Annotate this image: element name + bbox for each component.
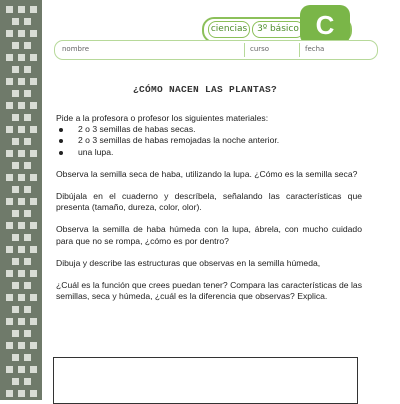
material-item: 2 o 3 semillas de habas secas. bbox=[56, 124, 362, 135]
instruction-paragraph: Dibuja y describe las estructuras que observas en la semilla húmeda, bbox=[56, 257, 321, 268]
strip-square bbox=[12, 90, 19, 97]
strip-square bbox=[12, 186, 19, 193]
strip-square bbox=[12, 210, 19, 217]
strip-square bbox=[12, 18, 19, 25]
strip-square bbox=[18, 246, 25, 253]
strip-square bbox=[18, 6, 25, 13]
strip-square bbox=[18, 54, 25, 61]
materials-list bbox=[56, 124, 362, 158]
strip-square bbox=[6, 366, 13, 373]
strip-square bbox=[30, 270, 37, 277]
subject-badge: C bbox=[300, 5, 350, 45]
strip-square bbox=[12, 234, 19, 241]
strip-square bbox=[6, 102, 13, 109]
strip-square bbox=[18, 318, 25, 325]
strip-square bbox=[30, 246, 37, 253]
strip-square bbox=[30, 390, 37, 397]
strip-square bbox=[6, 294, 13, 301]
instruction-paragraph: Observa la semilla de haba húmeda con la lupa, ábrela, con mucho cuidado para que no se rompa, ¿cómo es por dentro? bbox=[56, 224, 362, 246]
strip-square bbox=[18, 222, 25, 229]
strip-square bbox=[18, 390, 25, 397]
strip-square bbox=[18, 294, 25, 301]
strip-square bbox=[24, 354, 31, 361]
strip-square bbox=[6, 6, 13, 13]
strip-square bbox=[12, 66, 19, 73]
strip-square bbox=[30, 102, 37, 109]
strip-square bbox=[24, 210, 31, 217]
material-item: una lupa. bbox=[56, 147, 362, 158]
strip-square bbox=[6, 246, 13, 253]
strip-square bbox=[6, 150, 13, 157]
strip-square bbox=[6, 54, 13, 61]
strip-square bbox=[30, 198, 37, 205]
strip-square bbox=[6, 270, 13, 277]
grade-pill: 3º básico bbox=[252, 21, 304, 38]
strip-square bbox=[6, 174, 13, 181]
strip-square bbox=[30, 366, 37, 373]
date-field-label: fecha bbox=[305, 45, 325, 53]
strip-square bbox=[6, 198, 13, 205]
strip-square bbox=[18, 102, 25, 109]
strip-square bbox=[18, 150, 25, 157]
strip-square bbox=[24, 162, 31, 169]
course-field-label: curso bbox=[250, 45, 270, 53]
strip-square bbox=[12, 114, 19, 121]
strip-square bbox=[24, 306, 31, 313]
strip-square bbox=[30, 6, 37, 13]
strip-square bbox=[18, 174, 25, 181]
strip-square bbox=[12, 330, 19, 337]
strip-square bbox=[30, 294, 37, 301]
strip-square bbox=[24, 234, 31, 241]
left-decorative-strip bbox=[0, 0, 42, 400]
field-divider bbox=[299, 43, 300, 57]
strip-square bbox=[12, 138, 19, 145]
strip-square bbox=[24, 186, 31, 193]
strip-square bbox=[30, 30, 37, 37]
subject-pill: ciencias bbox=[208, 21, 250, 38]
strip-square bbox=[18, 78, 25, 85]
field-divider bbox=[244, 43, 245, 57]
strip-square bbox=[24, 90, 31, 97]
material-item: 2 o 3 semillas de habas remojadas la noche anterior. bbox=[56, 135, 362, 146]
strip-square bbox=[24, 66, 31, 73]
strip-square bbox=[24, 42, 31, 49]
strip-square bbox=[30, 342, 37, 349]
strip-square bbox=[18, 126, 25, 133]
strip-square bbox=[18, 198, 25, 205]
strip-square bbox=[6, 390, 13, 397]
strip-square bbox=[12, 42, 19, 49]
strip-square bbox=[24, 258, 31, 265]
strip-square bbox=[6, 342, 13, 349]
instruction-paragraph: ¿Cuál es la función que crees puedan tener? Compara las características de las semillas, seca y húmeda, ¿cuál es la diferencia que observas? Explica. bbox=[56, 280, 362, 302]
strip-square bbox=[12, 162, 19, 169]
strip-square bbox=[24, 282, 31, 289]
strip-square bbox=[6, 126, 13, 133]
instruction-paragraph: Dibújala en el cuaderno y descríbela, señalando las características que presenta (tamaño, dureza, color, olor). bbox=[56, 191, 362, 213]
worksheet-body bbox=[56, 113, 362, 302]
strip-square bbox=[12, 306, 19, 313]
strip-square bbox=[30, 78, 37, 85]
strip-square bbox=[30, 150, 37, 157]
strip-square bbox=[30, 222, 37, 229]
strip-square bbox=[6, 222, 13, 229]
strip-square bbox=[6, 30, 13, 37]
strip-square bbox=[24, 330, 31, 337]
strip-square bbox=[30, 318, 37, 325]
strip-square bbox=[18, 30, 25, 37]
strip-square bbox=[18, 342, 25, 349]
student-info-fields bbox=[54, 40, 378, 60]
strip-square bbox=[24, 378, 31, 385]
materials-intro: Pide a la profesora o profesor los siguientes materiales: bbox=[56, 113, 269, 123]
strip-square bbox=[6, 318, 13, 325]
strip-square bbox=[30, 126, 37, 133]
strip-square bbox=[30, 54, 37, 61]
strip-square bbox=[24, 138, 31, 145]
strip-square bbox=[12, 258, 19, 265]
strip-square bbox=[18, 270, 25, 277]
answer-box[interactable] bbox=[53, 357, 358, 404]
worksheet-title: ¿CÓMO NACEN LAS PLANTAS? bbox=[132, 84, 278, 95]
strip-square bbox=[12, 378, 19, 385]
strip-square bbox=[6, 78, 13, 85]
instruction-paragraph: Observa la semilla seca de haba, utilizando la lupa. ¿Cómo es la semilla seca? bbox=[56, 168, 358, 179]
strip-square bbox=[12, 282, 19, 289]
strip-square bbox=[24, 114, 31, 121]
strip-square bbox=[24, 18, 31, 25]
strip-square bbox=[30, 174, 37, 181]
name-field-label: nombre bbox=[62, 45, 90, 53]
strip-square bbox=[12, 354, 19, 361]
strip-square bbox=[18, 366, 25, 373]
